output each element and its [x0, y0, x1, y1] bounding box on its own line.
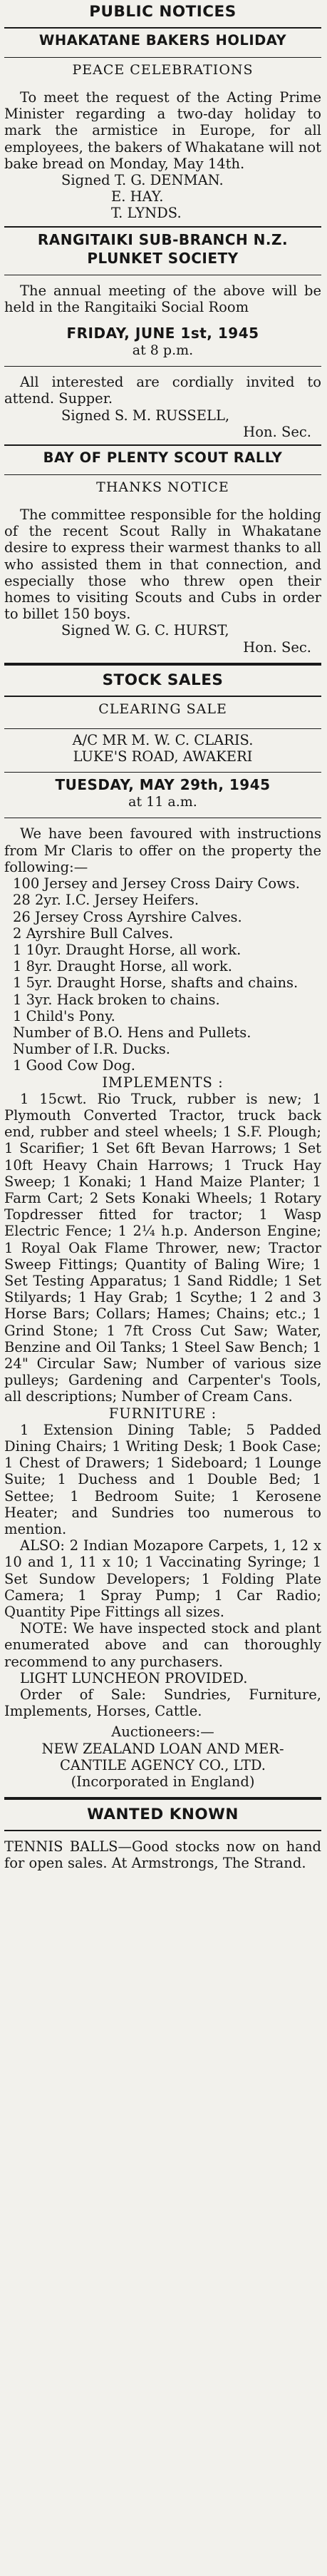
notice-subtitle: THANKS NOTICE: [96, 479, 229, 496]
sale-date: TUESDAY, MAY 29th, 1945: [55, 776, 271, 794]
notice-title: RANGITAIKI SUB-BRANCH N.Z. PLUNKET SOCIETY: [37, 230, 289, 267]
auctioneer-name: NEW ZEALAND LOAN AND MER-: [41, 1740, 284, 1757]
divider: [4, 27, 321, 29]
stock-sales-heading: STOCK SALES: [102, 671, 224, 689]
sale-intro: We have been favoured with instructions from Mr Claris to offer on the property the following:—: [4, 825, 321, 875]
meeting-date: FRIDAY, JUNE 1st, 1945: [66, 325, 259, 342]
list-item: 1 3yr. Hack broken to chains.: [13, 991, 220, 1008]
implements-heading: IMPLEMENTS :: [102, 1074, 224, 1091]
public-notices-heading: PUBLIC NOTICES: [89, 3, 237, 21]
sale-note: NOTE: We have inspected stock and plant enumerated above and can thoroughly recommend to any purchasers.: [4, 1620, 321, 1670]
divider: [4, 226, 321, 228]
signature-line: Signed W. G. C. HURST,: [61, 622, 229, 639]
meeting-time: at 8 p.m.: [132, 342, 194, 359]
divider: [4, 728, 321, 729]
livestock-list: [4, 875, 321, 1074]
list-item: 1 Child's Pony.: [13, 1007, 115, 1024]
divider: [4, 1797, 321, 1800]
wanted-known-heading: WANTED KNOWN: [87, 1806, 239, 1824]
notice-subtitle: PEACE CELEBRATIONS: [72, 62, 254, 78]
order-of-sale: Order of Sale: Sundries, Furniture, Implements, Horses, Cattle.: [4, 1686, 321, 1720]
list-item: 2 Ayrshire Bull Calves.: [13, 925, 174, 942]
divider: [4, 57, 321, 58]
luncheon-note: LIGHT LUNCHEON PROVIDED.: [20, 1669, 248, 1686]
notice-body: To meet the request of the Acting Prime Minister regarding a two-day holiday to mark the armistice in Europe, for all employees, the bakers of Whakatane will not bake bread on Monday, May 14th.: [4, 89, 321, 172]
sale-subtitle: CLEARING SALE: [98, 701, 227, 717]
implements-list: 1 15cwt. Rio Truck, rubber is new; 1 Plymouth Converted Tractor, truck back end, rubber and steel wheels; 1 S.F. Plough; 1 Scarifier; 1 Set 6ft Bevan Harrows; 1 Set 10ft Heavy Chain Harrows; 1 Truck Hay Sweep; 1 Konaki; 1 Hand Maize Planter; 1 Farm Cart; 2 Sets Konaki Wheels; 1 Rotary Topdresser fitted for tractor; 1 Wasp Electric Fence; 1 2¼ h.p. Anderson Engine; 1 Royal Oak Flame Thrower, new; Tractor Sweep Fittings; Quantity of Baling Wire; 1 Set Testing Apparatus; 1 Sand Riddle; 1 Set Stilyards; 1 Hay Grab; 1 Scythe; 1 2 and 3 Horse Bars; Collars; Hames; Chains; etc.; 1 Grind Stone; 1 7ft Cross Cut Saw; Water, Benzine and Oil Tanks; 1 Steel Saw Bench; 1 24" Circular Saw; Number of various size pulleys; Gardening and Carpenter's Tools, all descriptions; Number of Cream Cans.: [4, 1090, 321, 1405]
list-item: Number of B.O. Hens and Pullets.: [13, 1024, 251, 1041]
sale-address: LUKE'S ROAD, AWAKERI: [73, 748, 253, 765]
sale-time: at 11 a.m.: [128, 794, 197, 810]
signature-role: Hon. Sec.: [243, 423, 311, 440]
auctioneers-label: Auctioneers:—: [111, 1724, 214, 1741]
also-list: ALSO: 2 Indian Mozapore Carpets, 1, 12 x 10 and 1, 11 x 10; 1 Vaccinating Syringe; 1 Set Sundow Developers; 1 Folding Plate Camera; 1 Spray Pump; 1 Car Radio; Quantity Pipe Fittings all sizes.: [4, 1537, 321, 1621]
divider: [4, 1830, 321, 1831]
list-item: 1 5yr. Draught Horse, shafts and chains.: [13, 974, 299, 992]
divider: [4, 663, 321, 666]
signature-line: Signed S. M. RUSSELL,: [61, 407, 230, 424]
wanted-notice-body: TENNIS BALLS—Good stocks now on hand for open sales. At Armstrongs, The Strand.: [4, 1838, 321, 1872]
auctioneer-note: (Incorporated in England): [71, 1773, 255, 1791]
furniture-list: 1 Extension Dining Table; 5 Padded Dining Chairs; 1 Writing Desk; 1 Book Case; 1 Chest of Drawers; 1 Sideboard; 1 Lounge Suite; 1 Duchess and 1 Double Bed; 1 Settee; 1 Bedroom Suite; 1 Kerosene Heater; and Sundries too numerous to mention.: [4, 1421, 321, 1538]
notice-title: BAY OF PLENTY SCOUT RALLY: [43, 449, 283, 467]
divider: [4, 696, 321, 697]
list-item: 1 8yr. Draught Horse, all work.: [13, 958, 232, 975]
signature-line: E. HAY.: [111, 188, 164, 205]
divider: [4, 444, 321, 446]
sale-client: A/C MR M. W. C. CLARIS.: [72, 731, 254, 748]
notice-invite: All interested are cordially invited to attend. Supper.: [4, 374, 321, 407]
divider: [4, 474, 321, 475]
list-item: 28 2yr. I.C. Jersey Heifers.: [13, 892, 199, 909]
signature-line: T. LYNDS.: [111, 205, 182, 222]
divider: [4, 772, 321, 773]
list-item: 100 Jersey and Jersey Cross Dairy Cows.: [13, 875, 300, 892]
auctioneer-name: CANTILE AGENCY CO., LTD.: [60, 1756, 266, 1773]
bakers-holiday-notice: [4, 31, 321, 222]
notice-body: The annual meeting of the above will be held in the Rangitaiki Social Room: [4, 282, 321, 315]
notice-body: The committee responsible for the holding of the recent Scout Rally in Whakatane desire to express their warmest thanks to all who assisted them in that connection, and especially those who threw open their homes to visiting Scouts and Cubs in order to billet 150 boys.: [4, 506, 321, 623]
list-item: 1 Good Cow Dog.: [13, 1057, 135, 1074]
signature-line: Signed T. G. DENMAN.: [61, 172, 224, 189]
list-item: Number of I.R. Ducks.: [13, 1041, 170, 1058]
divider: [4, 366, 321, 367]
list-item: 1 10yr. Draught Horse, all work.: [13, 941, 242, 958]
scout-rally-notice: [4, 449, 321, 656]
list-item: 26 Jersey Cross Ayrshire Calves.: [13, 908, 242, 925]
notice-title: WHAKATANE BAKERS HOLIDAY: [38, 32, 287, 49]
clearing-sale-notice: [4, 700, 321, 1790]
furniture-heading: FURNITURE :: [108, 1405, 217, 1422]
plunket-society-notice: [4, 230, 321, 440]
signature-role: Hon. Sec.: [243, 638, 311, 656]
